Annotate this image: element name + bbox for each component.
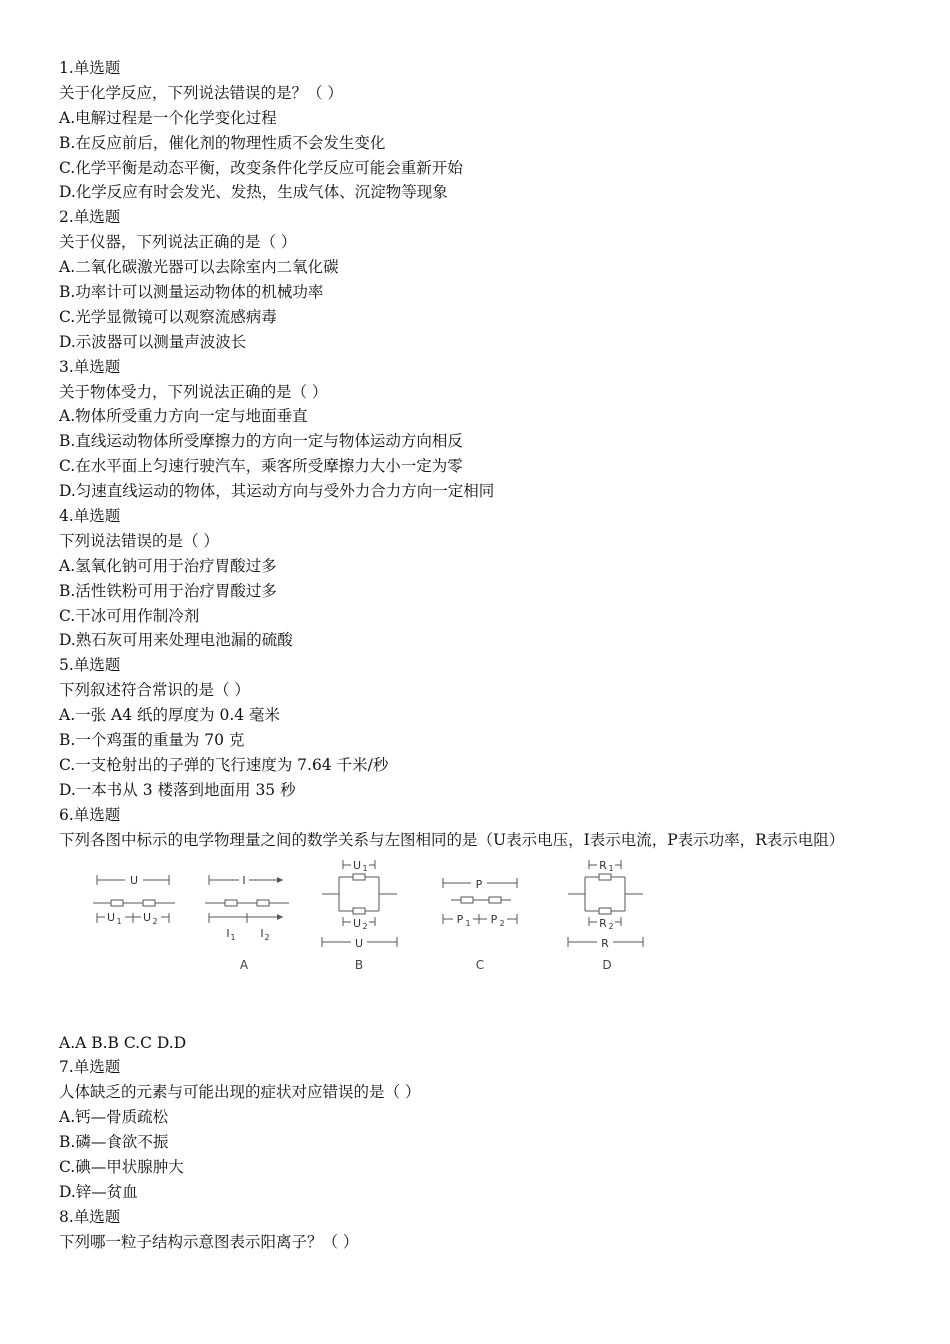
label-sub-1: 1 (465, 918, 471, 928)
question-stem: 下列叙述符合常识的是（ ） (59, 681, 250, 700)
option-a[interactable]: A.钙—骨质疏松 (59, 1108, 169, 1127)
option-d[interactable]: D.熟石灰可用来处理电池漏的硫酸 (59, 631, 293, 650)
label-r: R (599, 916, 607, 930)
circuit-option-c (443, 876, 517, 972)
option-label-d: D (602, 957, 612, 972)
option-d[interactable]: D.一本书从 3 楼落到地面用 35 秒 (59, 780, 296, 799)
option-b[interactable]: B.磷—食欲不振 (59, 1133, 169, 1152)
label-u: U (106, 910, 116, 924)
option-b[interactable]: B.在反应前后，催化剂的物理性质不会发生变化 (59, 133, 386, 152)
exam-page (59, 56, 889, 1255)
label-u: U (142, 910, 152, 924)
question-3 (59, 355, 889, 504)
option-label-a: A (239, 957, 249, 972)
question-stem: 关于物体受力，下列说法正确的是（ ） (59, 382, 328, 401)
option-b[interactable]: B.一个鸡蛋的重量为 70 克 (59, 731, 245, 750)
label-sub-2: 2 (608, 921, 614, 931)
option-d[interactable]: D.化学反应有时会发光、发热，生成气体、沉淀物等现象 (59, 183, 448, 202)
label-sub-2: 2 (499, 918, 505, 928)
label-i: I (226, 926, 230, 940)
question-6 (59, 803, 889, 1056)
label-sub-1: 1 (362, 863, 368, 873)
option-label-c: C (475, 957, 485, 972)
option-c[interactable]: C.在水平面上匀速行驶汽车，乘客所受摩擦力大小一定为零 (59, 457, 463, 476)
option-d[interactable]: D.匀速直线运动的物体，其运动方向与受外力合力方向一定相同 (59, 482, 495, 501)
question-header: 4.单选题 (59, 507, 121, 526)
label-sub-1: 1 (230, 932, 236, 942)
option-b[interactable]: B.功率计可以测量运动物体的机械功率 (59, 283, 324, 302)
question-stem: 人体缺乏的元素与可能出现的症状对应错误的是（ ） (59, 1083, 421, 1102)
option-c[interactable]: C.光学显微镜可以观察流感病毒 (59, 307, 277, 326)
option-a[interactable]: A.一张 A4 纸的厚度为 0.4 毫米 (59, 706, 281, 725)
option-a[interactable]: A.电解过程是一个化学变化过程 (59, 108, 277, 127)
option-d[interactable]: D.示波器可以测量声波波长 (59, 332, 247, 351)
question-header: 6.单选题 (59, 805, 121, 824)
label-i: I (242, 873, 246, 887)
label-u: U (354, 936, 364, 950)
option-label-b: B (354, 957, 364, 972)
label-r: R (599, 858, 607, 872)
question-header: 3.单选题 (59, 357, 121, 376)
question-7 (59, 1055, 889, 1204)
circuit-diagram (79, 857, 669, 1017)
label-p: P (475, 877, 483, 891)
label-p: P (490, 912, 498, 926)
answer-options[interactable]: A.A B.B C.C D.D (59, 1033, 187, 1052)
question-stem: 关于仪器，下列说法正确的是（ ） (59, 233, 297, 252)
circuit-option-d (568, 857, 643, 972)
option-a[interactable]: A.氢氧化钠可用于治疗胃酸过多 (59, 556, 277, 575)
option-b[interactable]: B.活性铁粉可用于治疗胃酸过多 (59, 581, 277, 600)
question-header: 2.单选题 (59, 208, 121, 227)
question-header: 7.单选题 (59, 1058, 121, 1077)
circuit-figure (59, 853, 889, 1031)
question-header: 1.单选题 (59, 59, 121, 77)
reference-circuit (93, 873, 175, 926)
option-c[interactable]: C.一支枪射出的子弹的飞行速度为 7.64 千米/秒 (59, 755, 389, 774)
question-1 (59, 56, 889, 205)
circuit-option-b (322, 857, 397, 972)
question-header: 5.单选题 (59, 656, 121, 675)
question-4 (59, 504, 889, 653)
question-header: 8.单选题 (59, 1207, 121, 1226)
question-5 (59, 653, 889, 802)
option-c[interactable]: C.干冰可用作制冷剂 (59, 606, 200, 625)
question-stem: 下列说法错误的是（ ） (59, 531, 219, 550)
label-p: P (456, 912, 464, 926)
question-stem: 下列哪一粒子结构示意图表示阳离子？（ ） (59, 1232, 359, 1251)
label-sub-2: 2 (152, 916, 158, 926)
label-i: I (260, 926, 264, 940)
label-sub-2: 2 (264, 932, 270, 942)
circuit-option-a (205, 872, 289, 972)
label-sub-1: 1 (116, 916, 122, 926)
label-sub-1: 1 (608, 863, 614, 873)
label-r: R (601, 936, 609, 950)
label-u: U (129, 873, 139, 887)
question-stem: 关于化学反应，下列说法错误的是？（ ） (59, 83, 343, 102)
option-c[interactable]: C.化学平衡是动态平衡，改变条件化学反应可能会重新开始 (59, 158, 463, 177)
option-c[interactable]: C.碘—甲状腺肿大 (59, 1157, 184, 1176)
label-u: U (352, 858, 362, 872)
question-2 (59, 205, 889, 354)
question-8 (59, 1205, 889, 1255)
question-stem: 下列各图中标示的电学物理量之间的数学关系与左图相同的是（U表示电压，I表示电流，P表示功率，R表示电阻） (59, 830, 845, 849)
option-a[interactable]: A.二氧化碳激光器可以去除室内二氧化碳 (59, 258, 339, 277)
option-a[interactable]: A.物体所受重力方向一定与地面垂直 (59, 407, 308, 426)
label-u: U (352, 916, 362, 930)
option-b[interactable]: B.直线运动物体所受摩擦力的方向一定与物体运动方向相反 (59, 432, 463, 451)
label-sub-2: 2 (362, 921, 368, 931)
option-d[interactable]: D.锌—贫血 (59, 1182, 138, 1201)
